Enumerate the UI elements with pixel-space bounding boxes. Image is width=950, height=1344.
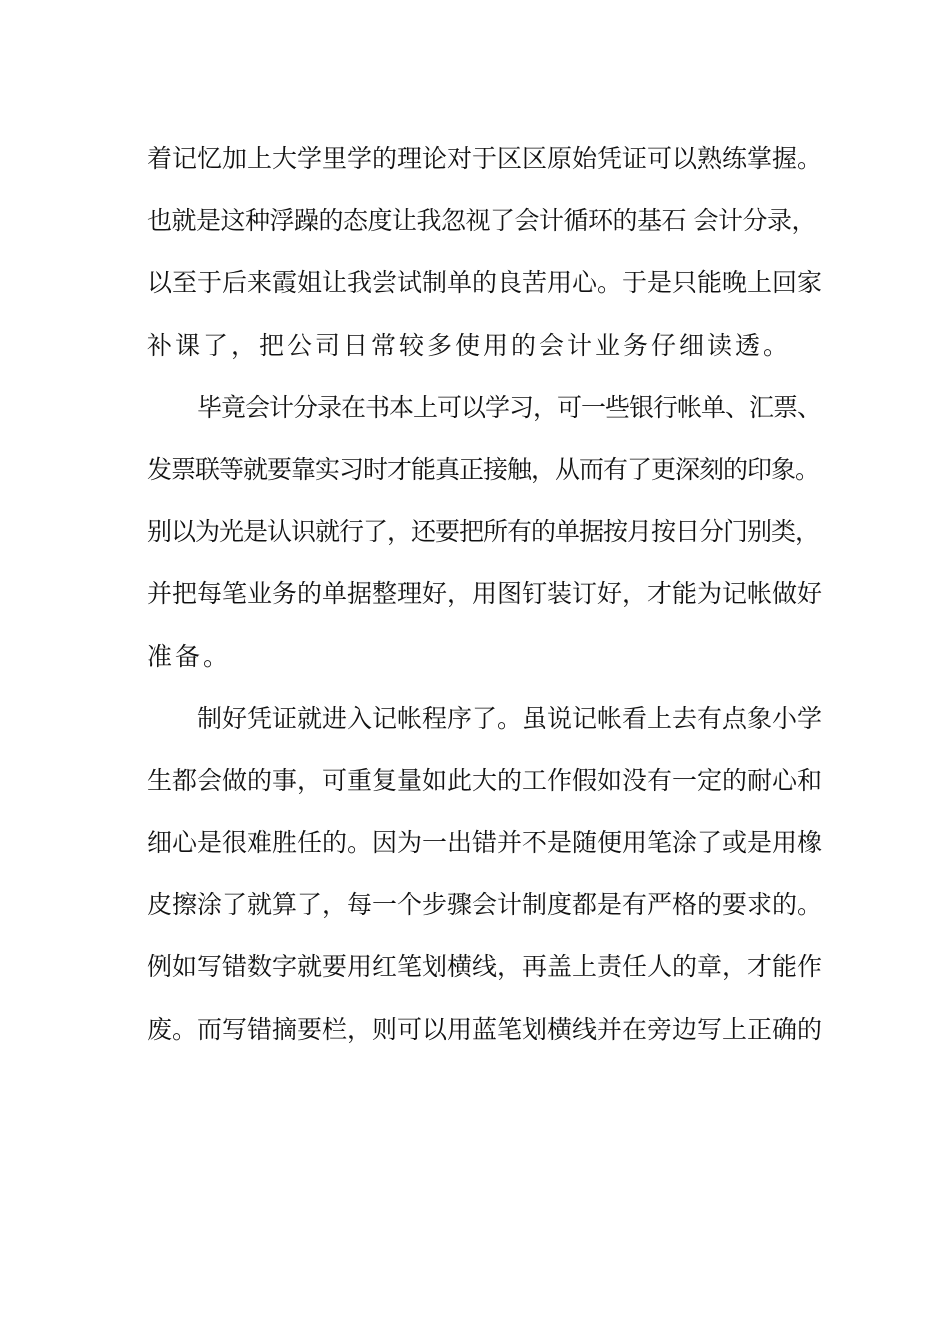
text-line: 也就是这种浮躁的态度让我忽视了会计循环的基石 会计分录， — [147, 206, 816, 236]
text-line: 皮擦涂了就算了，每一个步骤会计制度都是有严格的要求的。 — [147, 890, 823, 920]
text-line: 细心是很难胜任的。因为一出错并不是随便用笔涂了或是用橡 — [147, 828, 823, 858]
text-line: 生都会做的事，可重复量如此大的工作假如没有一定的耐心和 — [147, 765, 823, 795]
paragraph-start-line: 制好凭证就进入记帐程序了。虽说记帐看上去有点象小学 — [197, 703, 823, 733]
body-text — [147, 128, 827, 1061]
paragraph-start-line: 毕竟会计分录在书本上可以学习，可一些银行帐单、汇票、 — [197, 392, 822, 422]
text-line: 以至于后来霞姐让我尝试制单的良苦用心。于是只能晚上回家 — [147, 268, 823, 298]
text-line: 着记忆加上大学里学的理论对于区区原始凭证可以熟练掌握。 — [147, 144, 823, 173]
text-line: 别以为光是认识就行了，还要把所有的单据按月按日分门别类， — [147, 517, 820, 547]
text-line: 并把每笔业务的单据整理好，用图钉装订好，才能为记帐做好 — [147, 579, 823, 609]
text-line: 准备。 — [147, 641, 232, 671]
text-line: 例如写错数字就要用红笔划横线，再盖上责任人的章，才能作 — [147, 952, 823, 982]
text-line: 发票联等就要靠实习时才能真正接触，从而有了更深刻的印象。 — [147, 454, 820, 484]
text-line: 废。而写错摘要栏，则可以用蓝笔划横线并在旁边写上正确的 — [147, 1014, 823, 1044]
text-line: 补课了，把公司日常较多使用的会计业务仔细读透。 — [147, 330, 792, 360]
